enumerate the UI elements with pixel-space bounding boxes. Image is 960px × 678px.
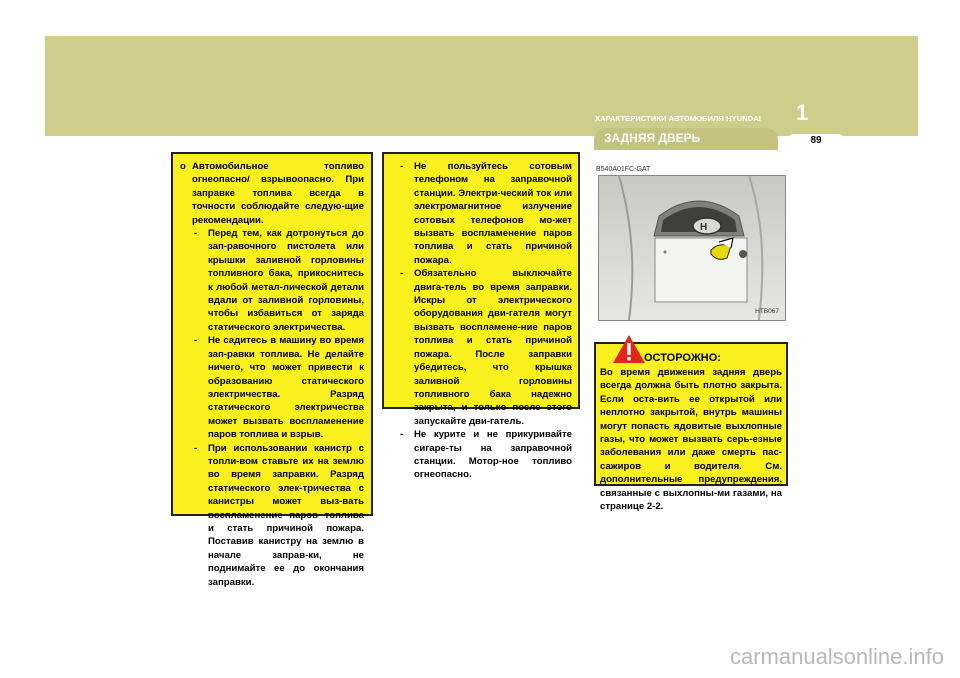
- sub-item: [192, 442, 364, 589]
- caution-text: Во время движения задняя дверь всегда должна быть плотно закрыта. Если оста-вить ее открытой или неплотно закрытой, внутрь машины могут попасть ядовитые выхлопные газы, что может вызвать серь-езные заболевания или даже смерть пас-сажиров и водителя. См. дополнительные предупреждения, связанные с выхлопны-ми газами, на странице 2-2.: [600, 367, 782, 513]
- section-title: ЗАДНЯЯ ДВЕРЬ: [604, 131, 701, 145]
- sub-item-text: Не пользуйтесь сотовым телефоном на заправочной станции. Электри-ческий ток или электромагнитное излучение сотовых телефонов мо-жет вызвать воспламенение паров топлива и стать причиной пожара.: [414, 161, 572, 266]
- sub-item: [192, 227, 364, 334]
- dash-marker: -: [400, 429, 404, 441]
- bullet-item: [180, 160, 364, 227]
- phone-engine-smoking-box: [382, 152, 580, 481]
- bullet-text: Автомобильное топливо огнеопасно/ взрывоопасно. При заправке топлива всегда в точности соблюдайте следую-щие рекомендации.: [192, 161, 364, 226]
- chapter-title: ХАРАКТЕРИСТИКИ АВТОМОБИЛЯ HYUNDAI: [595, 114, 762, 123]
- page-number: 89: [810, 135, 822, 146]
- watermark: carmanualsonline.info: [729, 644, 944, 669]
- fuel-safety-box: [171, 152, 373, 588]
- dash-marker: -: [400, 161, 404, 172]
- figure-code: HTB067: [755, 308, 779, 315]
- dash-marker: -: [194, 335, 198, 347]
- sub-item: [192, 334, 364, 441]
- tailgate-figure: [598, 175, 786, 321]
- bullet-marker: o: [180, 161, 186, 172]
- sub-item-text: Не курите и не прикуривайте сигаре-ты на заправочной станции. Мотор-ное топливо огнеопасно.: [414, 429, 572, 481]
- sub-item: [398, 160, 572, 267]
- sub-item-text: Не садитесь в машину во время зап-равки топлива. Не делайте ничего, что может привести к образованию статического электричества. Разряд статического электричества может вызвать воспламенение паров топлива и взрыв.: [208, 335, 364, 441]
- tailgate-illustration: [599, 176, 785, 320]
- header-band: [45, 36, 918, 136]
- sub-item: [398, 428, 572, 482]
- sub-item-text: Обязательно выключайте двига-тель во время заправки. Искры от электрического оборудования дви-гателя могут вызвать воспламене-ние паров топлива и стать причиной пожара. После заправки убедитесь, что крышка заливной горловины топливного бака надежно закрыта, и только после этого запускайте дви-гатель.: [414, 268, 572, 427]
- caution-header: [600, 344, 782, 366]
- image-code: B540A01FC-GAT: [596, 166, 651, 173]
- sub-item-text: При использовании канистр с топли-вом ставьте их на землю во время заправки. Разряд статического элек-тричества с канистры может выз-вать воспламенение паров топлива и стать причиной пожара. Поставив канистру на землю в начале заправ-ки, не поднимайте ее до окончания заправки.: [208, 442, 364, 588]
- dash-marker: -: [194, 228, 198, 240]
- caution-title: ОСТОРОЖНО:: [644, 352, 721, 364]
- sub-item: [398, 267, 572, 428]
- dash-marker: -: [400, 268, 404, 280]
- sub-item-text: Перед тем, как дотронуться до зап-равочного пистолета или крышки заливной горловины топливного бака, прикоснитесь к любой метал-лической детали вдали от заливной горловины, чтобы избавиться от заряда статического электричества.: [208, 228, 364, 333]
- caution-box: [594, 342, 788, 513]
- dash-marker: -: [194, 442, 198, 454]
- chapter-number: 1: [796, 100, 809, 125]
- warning-exclamation-icon: [612, 334, 646, 364]
- svg-text:H: H: [700, 222, 708, 233]
